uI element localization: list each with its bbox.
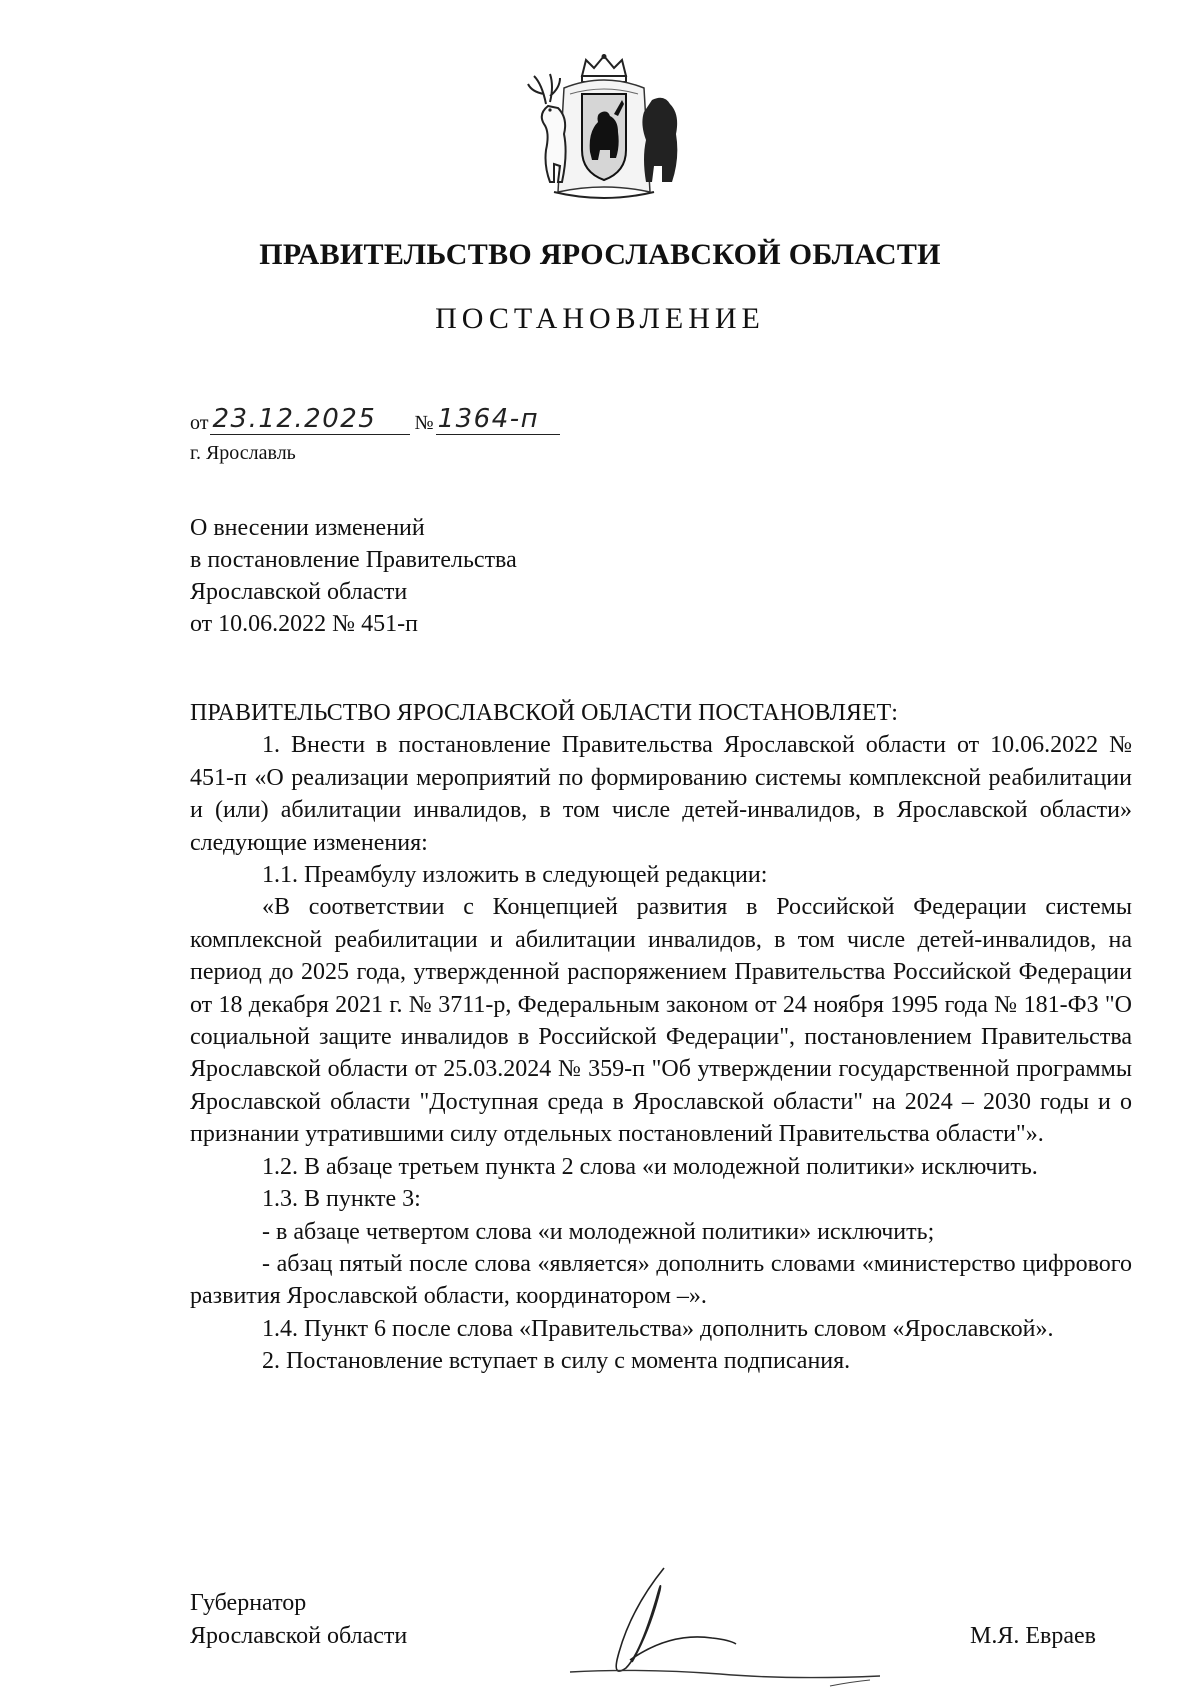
clause-1-3: 1.3. В пункте 3: (262, 1186, 421, 1213)
subject-line: от 10.06.2022 № 451-п (190, 611, 418, 637)
number-prefix: № (414, 412, 434, 434)
resolution-lead: ПРАВИТЕЛЬСТВО ЯРОСЛАВСКОЙ ОБЛАСТИ ПОСТАНОВЛЯЕТ: (190, 700, 898, 726)
government-title: ПРАВИТЕЛЬСТВО ЯРОСЛАВСКОЙ ОБЛАСТИ (259, 238, 941, 271)
date-number-line (190, 404, 560, 435)
date-prefix: от (190, 412, 209, 434)
clause-1-2: 1.2. В абзаце третьем пункта 2 слова «и молодежной политики» исключить. (262, 1153, 1038, 1180)
city: г. Ярославль (190, 442, 296, 464)
signatory-name: М.Я. Евраев (970, 1623, 1096, 1649)
handwritten-signature (560, 1560, 920, 1690)
clause-2: 2. Постановление вступает в силу с момента подписания. (262, 1348, 851, 1375)
document-type: ПОСТАНОВЛЕНИЕ (435, 302, 765, 335)
position-line: Ярославской области (190, 1623, 408, 1649)
clause-1-3-item-1: - в абзаце четвертом слова «и молодежной политики» исключить; (262, 1218, 935, 1245)
subject-line: Ярославской области (190, 579, 408, 605)
signatory-position (190, 1587, 407, 1653)
document-body (190, 697, 1132, 1378)
subject-line: О внесении изменений (190, 515, 425, 541)
coat-of-arms-emblem (524, 54, 684, 204)
subject-line: в постановление Правительства (190, 547, 517, 573)
document-date: 23.12.2025 (210, 404, 410, 435)
clause-1: 1. Внести в постановление Правительства Ярославской области от 10.06.2022 № 451-п «О реализации мероприятий по формированию системы комплексной реабилитации и (или) абилитации инвалидов, в том числе детей-инвалидов, в Ярославской области» следующие изменения: (190, 732, 1132, 856)
preamble-text: «В соответствии с Концепцией развития в Российской Федерации системы комплексной реабилитации и абилитации инвалидов, в том числе детей-инвалидов, на период до 2025 года, утвержденной распоряжением Правительства Российской Федерации от 18 декабря 2021 г. № 3711-р, Федеральным законом от 24 ноября 1995 года № 181-ФЗ "О социальной защите инвалидов в Российской Федерации", постановлением Правительства Ярославской области от 25.03.2024 № 359-п "Об утверждении государственной программы Ярославской области "Доступная среда в Ярославской области" на 2024 – 2030 годы и о признании утратившими силу отдельных постановлений Правительства области"». (190, 894, 1132, 1148)
clause-1-3-item-2: - абзац пятый после слова «является» дополнить словами «министерство цифрового развития Ярославской области, координатором –». (190, 1250, 1132, 1310)
clause-1-4: 1.4. Пункт 6 после слова «Правительства» дополнить словом «Ярославской». (262, 1315, 1054, 1342)
document-subject (190, 512, 517, 640)
position-line: Губернатор (190, 1590, 307, 1616)
document-number: 1364-п (436, 404, 560, 435)
clause-1-1: 1.1. Преамбулу изложить в следующей редакции: (262, 862, 768, 889)
